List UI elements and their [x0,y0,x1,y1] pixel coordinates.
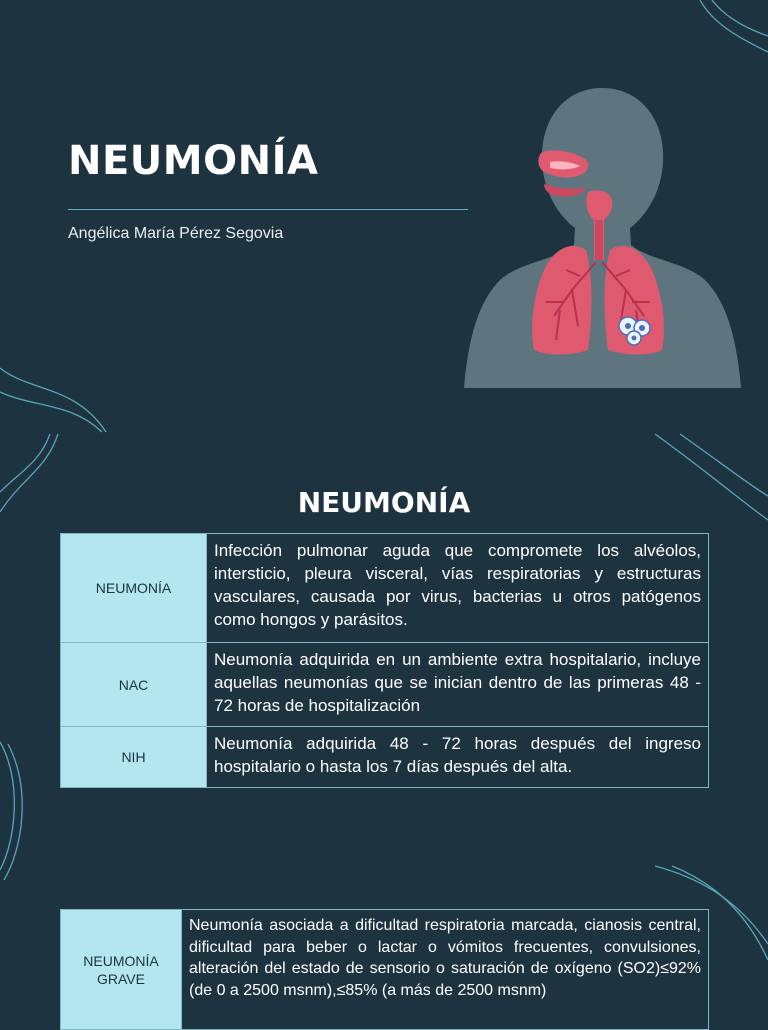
definition-cell: Neumonía adquirida 48 - 72 horas después del ingreso hospitalario o hasta los 7 días después del alta. [207,727,709,788]
term-cell: NAC [61,643,207,727]
definition-cell: Infección pulmonar aguda que compromete los alvéolos, intersticio, pleura visceral, vías respiratorias y estructuras vasculares, causada por virus, bacterias u otros patógenos como hongos y parásitos. [207,534,709,643]
respiratory-system-illustration [460,80,745,390]
table-row [61,534,709,643]
definitions-slide-heading: NEUMONÍA [297,486,471,519]
title-slide-heading: NEUMONÍA [68,138,319,184]
definition-cell: Neumonía adquirida en un ambiente extra hospitalario, incluye aquellas neumonías que se inician dentro de las primeras 48 - 72 horas de hospitalización [207,643,709,727]
title-slide [0,0,768,430]
severe-pneumonia-table [60,909,709,1030]
definitions-table [60,533,709,788]
term-cell: NEUMONÍA [61,534,207,643]
term-cell: NEUMONÍA GRAVE [61,910,182,1030]
author-name: Angélica María Pérez Segovia [68,225,284,242]
table-row [61,910,709,1030]
definition-cell: Neumonía asociada a dificultad respiratoria marcada, cianosis central, dificultad para beber o lactar o vómitos frecuentes, convulsiones, alteración del estado de sensorio o saturación de oxígeno (SO2)≤92% (de 0 a 2500 msnm),≤85% (a más de 2500 msnm) [182,910,709,1030]
table-row [61,643,709,727]
title-divider-line [68,209,468,210]
table-row [61,727,709,788]
term-cell: NIH [61,727,207,788]
